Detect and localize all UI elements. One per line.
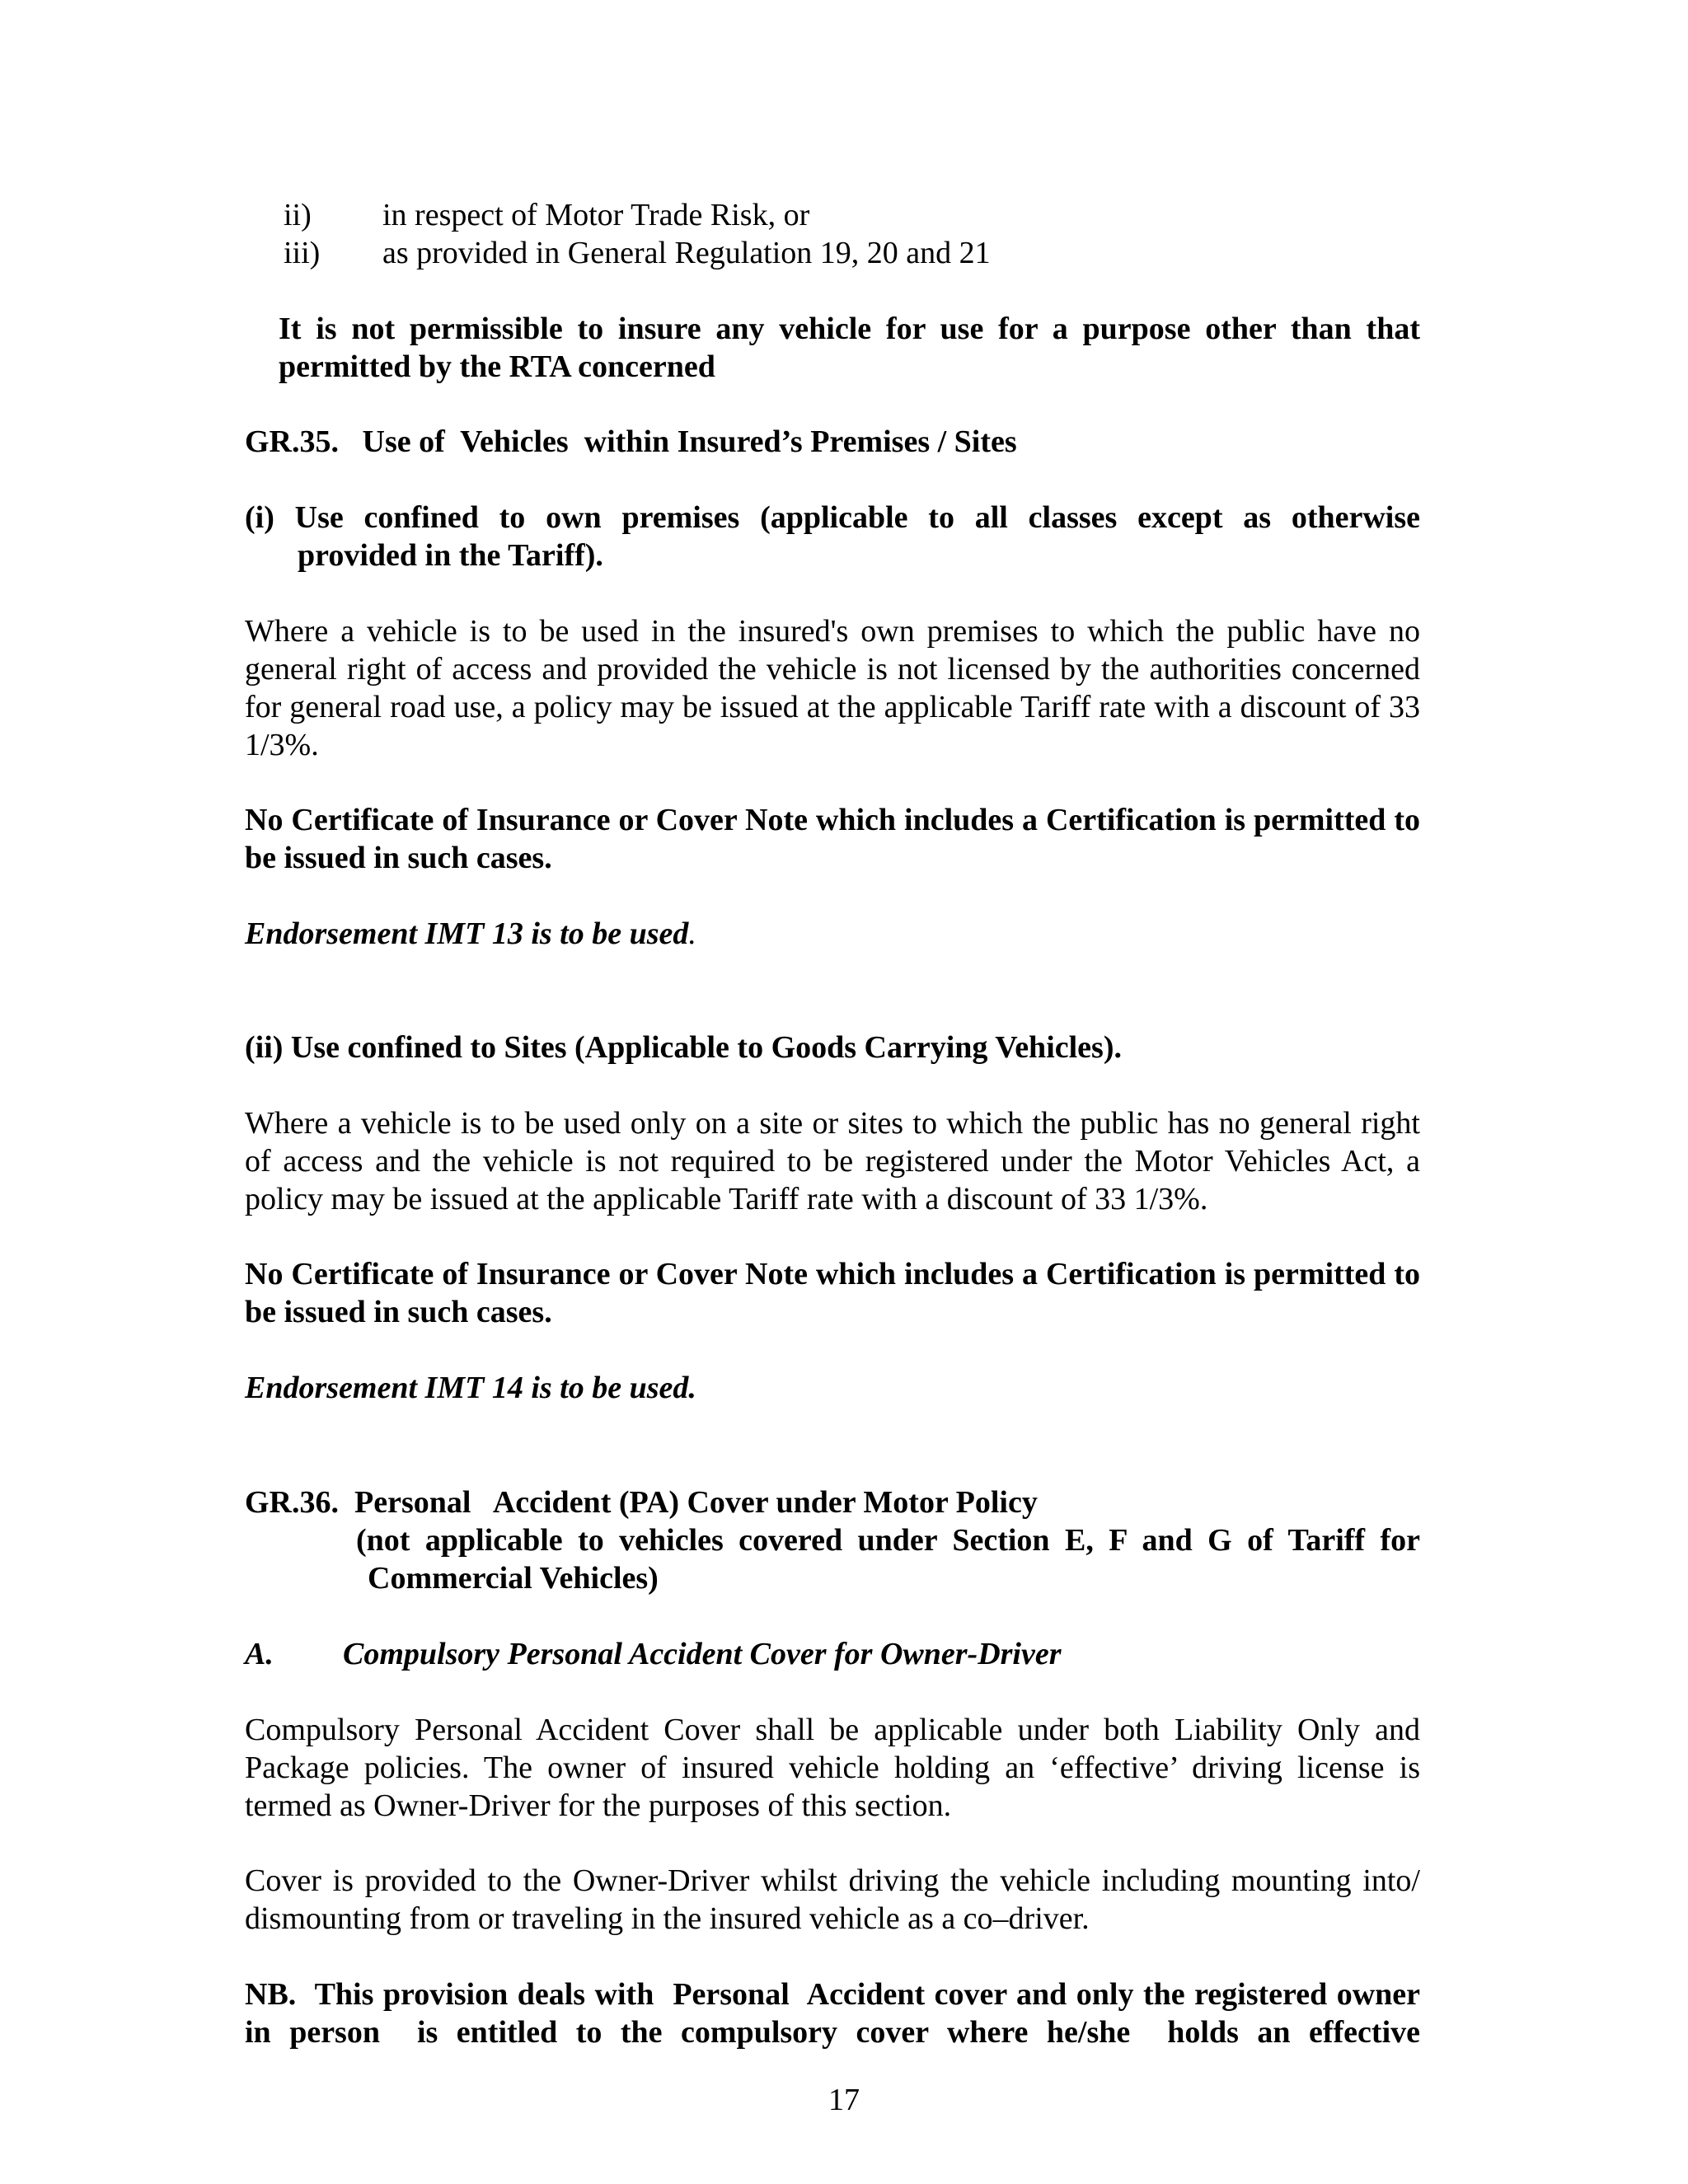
endorsement-text: Endorsement IMT 13 is to be used [245,916,689,951]
gr36-subheading-line2: Commercial Vehicles) [368,1561,659,1596]
page-number: 17 [828,2083,860,2117]
gr35-sub-ii-endorsement: Endorsement IMT 14 is to be used. [245,1371,696,1405]
section-a-para1: Compulsory Personal Accident Cover shall be applicable under both Liability Only and Package policies. The owner of insured vehicle holding an ‘effective’ driving license is termed as Owner-Driver for the purposes of this section. [245,1713,1420,1823]
gr36-subheading: (not applicable to vehicles covered under Section E, F and G of Tariff for [356,1523,1420,1558]
gr35-sub-i-notice: No Certificate of Insurance or Cover Note which includes a Certification is permitted to be issued in such cases. [245,803,1420,875]
nb-paragraph: NB. This provision deals with Personal Accident cover and only the registered owner in person is entitled to the compulsory cover where he/she holds an effective [245,1977,1436,2050]
gr35-heading: GR.35. Use of Vehicles within Insured’s Premises / Sites [245,424,1017,459]
endorsement-period: . [688,916,696,951]
gr35-sub-ii-body: Where a vehicle is to be used only on a site or sites to which the public has no general right of access and the vehicle is not required to be registered under the Motor Vehicles Act, a policy may be issued at the applicable Tariff rate with a discount of 33 1/3%. [245,1106,1420,1216]
gr36-heading: GR.36. Personal Accident (PA) Cover under Motor Policy [245,1485,1038,1520]
list-item-text: in respect of Motor Trade Risk, or [382,198,810,232]
list-item-number: iii) [284,236,321,270]
section-a-letter: A. [245,1637,274,1671]
gr35-sub-i-heading-line1: (i) Use confined to own premises (applicable to all classes except as otherwise [245,500,1420,535]
rta-notice: It is not permissible to insure any vehicle for use for a purpose other than that permitted by the RTA concerned [279,312,1420,384]
gr35-sub-i-endorsement [245,915,1420,953]
list-item-text: as provided in General Regulation 19, 20 and 21 [382,236,991,270]
section-a-title: Compulsory Personal Accident Cover for Owner-Driver [343,1637,1062,1671]
section-a-para2: Cover is provided to the Owner-Driver whilst driving the vehicle including mounting into/ dismounting from or traveling in the insured vehicle as a co–driver. [245,1863,1420,1936]
gr35-sub-ii-notice: No Certificate of Insurance or Cover Note which includes a Certification is permitted to be issued in such cases. [245,1257,1420,1329]
gr35-sub-ii-heading: (ii) Use confined to Sites (Applicable to Goods Carrying Vehicles). [245,1030,1122,1065]
gr35-sub-i-body: Where a vehicle is to be used in the insured's own premises to which the public have no general right of access and provided the vehicle is not licensed by the authorities concerned for general road use, a policy may be issued at the applicable Tariff rate with a discount of 33 1/3%. [245,614,1420,762]
list-item-number: ii) [284,198,312,232]
gr35-sub-i-heading-line2: provided in the Tariff). [298,538,603,573]
